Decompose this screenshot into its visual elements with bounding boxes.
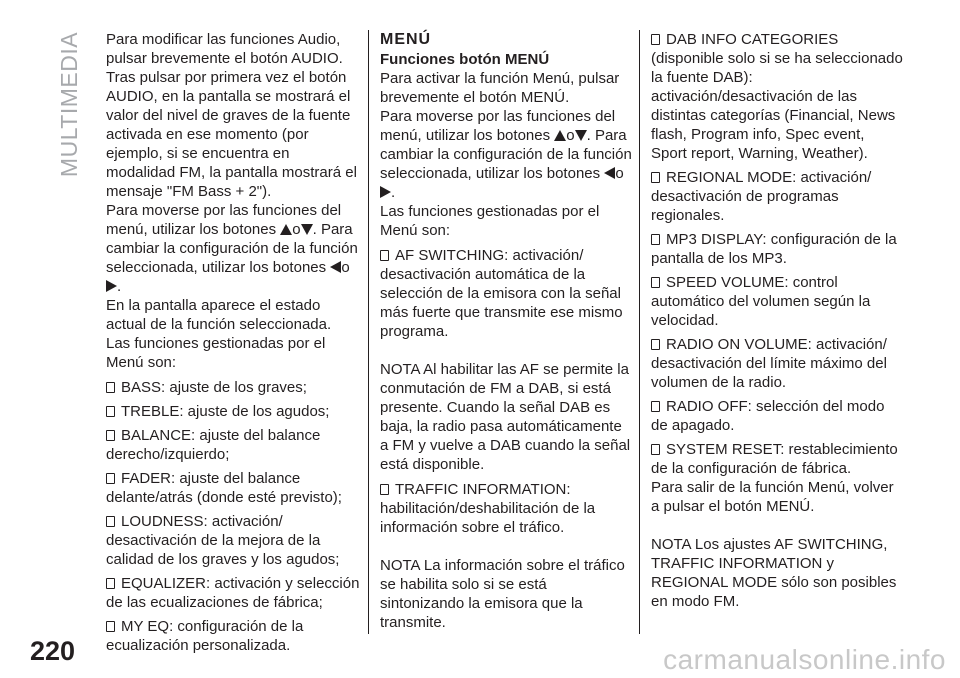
bullet-box-icon <box>380 250 389 261</box>
column-divider <box>368 30 369 634</box>
list-item: REGIONAL MODE: activación/ desactivación de programas regionales. <box>651 169 872 224</box>
column-audio-functions <box>106 30 360 655</box>
section-label: MULTIMEDIA <box>56 31 83 177</box>
bullet-box-icon <box>651 444 660 455</box>
arrow-down-icon <box>301 224 313 235</box>
column-menu <box>380 30 632 632</box>
list-item: FADER: ajuste del balance delante/atrás (donde esté previsto); <box>106 470 342 506</box>
arrow-up-icon <box>280 224 292 235</box>
bullet-box-icon <box>651 172 660 183</box>
paragraph: Para modificar las funciones Audio, pulsar brevemente el botón AUDIO. Tras pulsar por primera vez el botón AUDIO, en la pantalla se mostrará el valor del nivel de graves de la fuente activada en ese momento (por ejemplo, si se encuentra en modalidad FM, la pantalla mostrará el mensaje "FM Bass + 2"). <box>106 31 357 200</box>
bullet-box-icon <box>106 406 115 417</box>
section-title: MENÚ <box>380 31 432 48</box>
paragraph: En la pantalla aparece el estado actual de la función seleccionada. <box>106 297 332 333</box>
bullet-box-icon <box>651 339 660 350</box>
bullet-box-icon <box>106 516 115 527</box>
subsection-title: Funciones botón MENÚ <box>380 51 550 68</box>
paragraph: Para moverse por las funciones del menú, utilizar los botones o . Para cambiar la configuración de la función seleccionada, utilizar los botones o . <box>106 202 358 295</box>
arrow-left-icon <box>330 261 341 273</box>
paragraph: Para activar la función Menú, pulsar brevemente el botón MENÚ. <box>380 70 620 106</box>
list-item: SPEED VOLUME: control automático del volumen según la velocidad. <box>651 274 871 329</box>
note: NOTA Los ajustes AF SWITCHING, TRAFFIC INFORMATION y REGIONAL MODE sólo son posibles en modo FM. <box>651 536 897 610</box>
bullet-box-icon <box>651 277 660 288</box>
paragraph: Para moverse por las funciones del menú, utilizar los botones o . Para cambiar la configuración de la función seleccionada, utilizar los botones o . <box>380 108 632 201</box>
bullet-box-icon <box>106 430 115 441</box>
list-item: LOUDNESS: activación/ desactivación de la mejora de la calidad de los graves y los agudos; <box>106 513 340 568</box>
list-item: RADIO OFF: selección del modo de apagado. <box>651 398 885 434</box>
arrow-down-icon <box>575 130 587 141</box>
page-number: 220 <box>30 636 76 666</box>
note: NOTA Al habilitar las AF se permite la conmutación de FM a DAB, si está presente. Cuando la señal DAB es baja, la radio pasa automáticamente a FM y vuelve a DAB cuando la señal está disponible. <box>380 361 631 473</box>
column-divider <box>639 30 640 634</box>
arrow-left-icon <box>604 167 615 179</box>
arrow-up-icon <box>554 130 566 141</box>
section-tab <box>50 31 90 177</box>
arrow-right-icon <box>380 186 391 198</box>
bullet-box-icon <box>106 578 115 589</box>
watermark: carmanualsonline.info <box>663 644 946 675</box>
bullet-box-icon <box>651 234 660 245</box>
column-menu-continued <box>651 30 903 611</box>
paragraph: Las funciones gestionadas por el Menú son: <box>106 335 326 371</box>
paragraph: Para salir de la función Menú, volver a pulsar el botón MENÚ. <box>651 479 894 515</box>
list-item: DAB INFO CATEGORIES (disponible solo si se ha seleccionado la fuente DAB): activación/desactivación de las distintas categorías (Financial, News flash, Program info, Spec event, Sport report, Warning, Weather). <box>651 31 903 162</box>
list-item: SYSTEM RESET: restablecimiento de la configuración de fábrica. <box>651 441 898 477</box>
list-item: TREBLE: ajuste de los agudos; <box>106 402 360 421</box>
bullet-box-icon <box>106 382 115 393</box>
list-item: BALANCE: ajuste del balance derecho/izquierdo; <box>106 427 321 463</box>
bullet-box-icon <box>651 34 660 45</box>
list-item: MY EQ: configuración de la ecualización personalizada. <box>106 618 304 654</box>
note: NOTA La información sobre el tráfico se habilita solo si se está sintonizando la emisora que la transmite. <box>380 557 625 631</box>
bullet-box-icon <box>106 473 115 484</box>
list-item: MP3 DISPLAY: configuración de la pantalla de los MP3. <box>651 231 897 267</box>
bullet-box-icon <box>380 484 389 495</box>
list-item: BASS: ajuste de los graves; <box>106 378 360 397</box>
bullet-box-icon <box>106 621 115 632</box>
list-item: AF SWITCHING: activación/ desactivación automática de la selección de la emisora con la señal más fuerte que transmite ese mismo programa. <box>380 247 623 340</box>
arrow-right-icon <box>106 280 117 292</box>
list-item: RADIO ON VOLUME: activación/ desactivación del límite máximo del volumen de la radio. <box>651 336 887 391</box>
paragraph: Las funciones gestionadas por el Menú son: <box>380 203 600 239</box>
list-item: TRAFFIC INFORMATION: habilitación/deshabilitación de la información sobre el tráfico. <box>380 481 596 536</box>
bullet-box-icon <box>651 401 660 412</box>
list-item: EQUALIZER: activación y selección de las ecualizaciones de fábrica; <box>106 575 360 611</box>
